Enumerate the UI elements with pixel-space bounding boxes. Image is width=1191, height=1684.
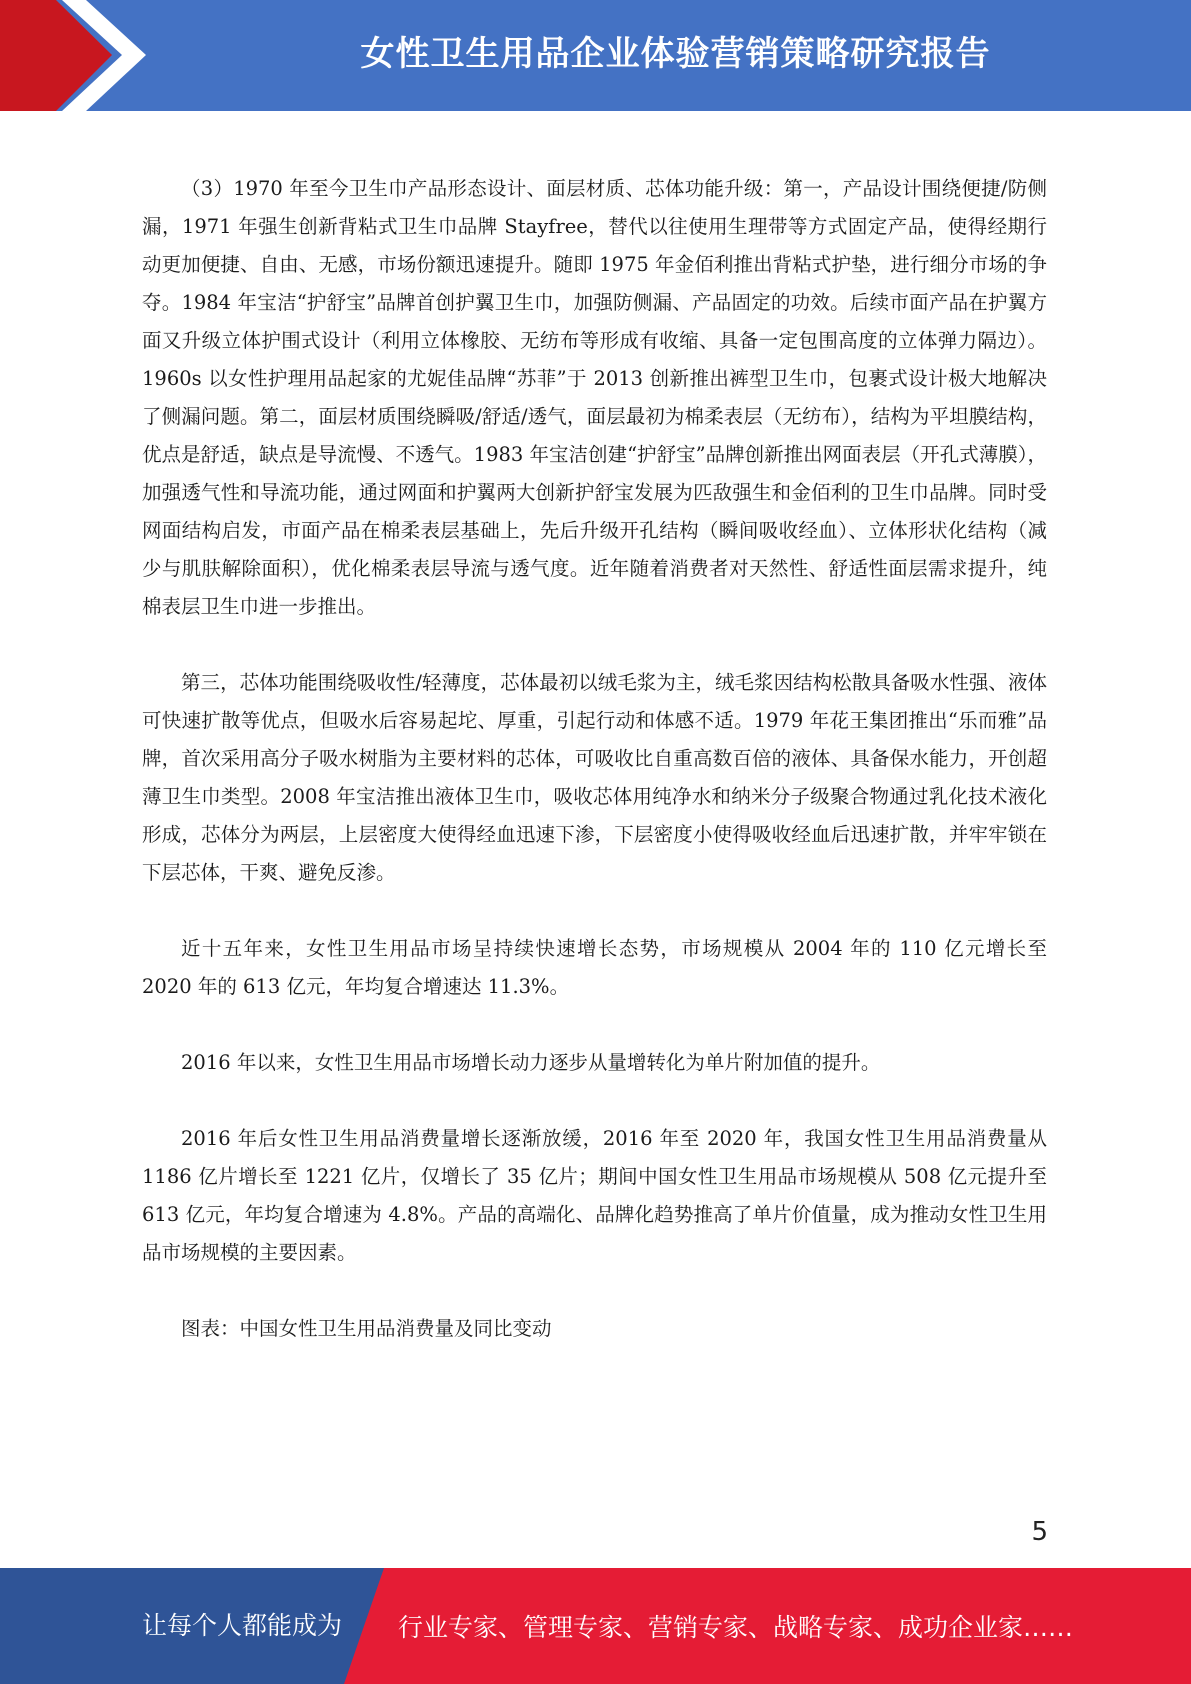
page-footer bbox=[0, 1568, 1191, 1684]
page-header bbox=[0, 0, 1191, 111]
paragraph-growth-driver: 2016 年以来，女性卫生用品市场增长动力逐步从量增转化为单片附加值的提升。 bbox=[181, 1051, 881, 1074]
report-body bbox=[142, 170, 1047, 1386]
report-title: 女性卫生用品企业体验营销策略研究报告 bbox=[360, 34, 991, 74]
paragraph-product-evolution: （3）1970 年至今卫生巾产品形态设计、面层材质、芯体功能升级：第一，产品设计围绕便捷/防侧漏，1971 年强生创新背粘式卫生巾品牌 Stayfree，替代以往使用生理带等方式固定产品，使得经期行动更加便捷、自由、无感，市场份额迅速提升。随即 1975 年金佰利推出背粘式护垫，进行细分市场的争夺。1984 年宝洁“护舒宝”品牌首创护翼卫生巾，加强防侧漏、产品固定的功效。后续市面产品在护翼方面又升级立体护围式设计（利用立体橡胶、无纺布等形成有收缩、具备一定包围高度的立体弹力隔边）。1960s 以女性护理用品起家的尤妮佳品牌“苏菲”于 2013 创新推出裤型卫生巾，包裹式设计极大地解决了侧漏问题。第二，面层材质围绕瞬吸/舒适/透气，面层最初为棉柔表层（无纺布），结构为平坦膜结构，优点是舒适，缺点是导流慢、不透气。1983 年宝洁创建“护舒宝”品牌创新推出网面表层（开孔式薄膜），加强透气性和导流功能，通过网面和护翼两大创新护舒宝发展为匹敌强生和金佰利的卫生巾品牌。同时受网面结构启发，市面产品在棉柔表层基础上，先后升级开孔结构（瞬间吸收经血）、立体形状化结构（减少与肌肤解除面积），优化棉柔表层导流与透气度。近年随着消费者对天然性、舒适性面层需求提升，纯棉表层卫生巾进一步推出。 bbox=[142, 177, 1047, 618]
paragraph-consumption-trend: 2016 年后女性卫生用品消费量增长逐渐放缓，2016 年至 2020 年，我国女性卫生用品消费量从 1186 亿片增长至 1221 亿片，仅增长了 35 亿片；期间中国女性卫生用品市场规模从 508 亿元提升至 613 亿元，年均复合增速为 4.8%。产品的高端化、品牌化趋势推高了单片价值量，成为推动女性卫生用品市场规模的主要因素。 bbox=[142, 1127, 1047, 1264]
figure-caption: 图表：中国女性卫生用品消费量及同比变动 bbox=[181, 1317, 552, 1340]
header-arrow-decoration bbox=[0, 0, 200, 111]
footer-slogan-left: 让每个人都能成为 bbox=[142, 1611, 343, 1640]
footer-slogan-right: 行业专家、管理专家、营销专家、战略专家、成功企业家…… bbox=[398, 1613, 1074, 1642]
paragraph-market-growth: 近十五年来，女性卫生用品市场呈持续快速增长态势，市场规模从 2004 年的 110 亿元增长至 2020 年的 613 亿元，年均复合增速达 11.3%。 bbox=[142, 937, 1047, 998]
paragraph-core-function: 第三，芯体功能围绕吸收性/轻薄度，芯体最初以绒毛浆为主，绒毛浆因结构松散具备吸水性强、液体可快速扩散等优点，但吸水后容易起坨、厚重，引起行动和体感不适。1979 年花王集团推出“乐而雅”品牌，首次采用高分子吸水树脂为主要材料的芯体，可吸收比自重高数百倍的液体、具备保水能力，开创超薄卫生巾类型。2008 年宝洁推出液体卫生巾，吸收芯体用纯净水和纳米分子级聚合物通过乳化技术液化形成，芯体分为两层，上层密度大使得经血迅速下渗，下层密度小使得吸收经血后迅速扩散，并牢牢锁在下层芯体，干爽、避免反渗。 bbox=[142, 671, 1047, 884]
page-number: 5 bbox=[1031, 1517, 1048, 1547]
